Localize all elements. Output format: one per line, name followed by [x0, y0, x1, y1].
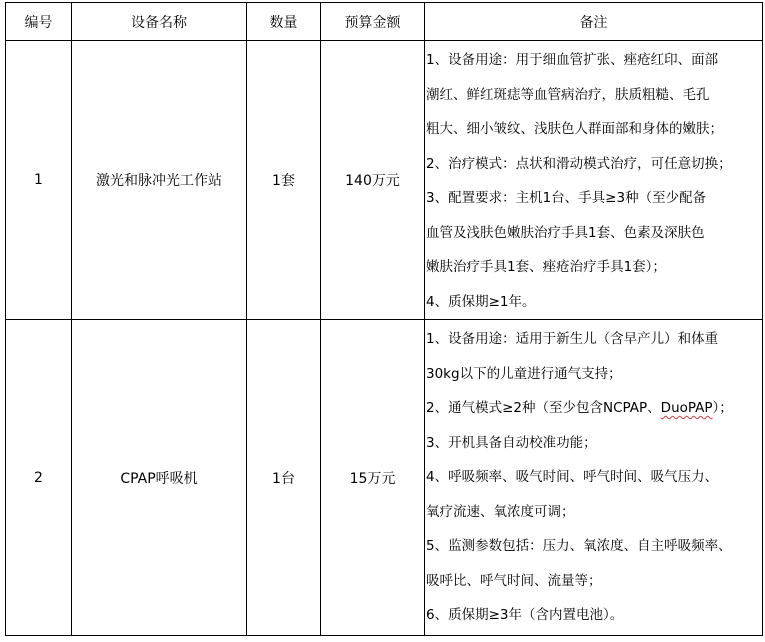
row-remarks — [425, 41, 763, 320]
table-row — [6, 41, 763, 320]
header-remarks: 备注 — [425, 3, 763, 41]
header-no: 编号 — [6, 3, 72, 41]
remark-line: 吸呼比、呼气时间、流量等； — [426, 572, 602, 589]
remark-line: 4、质保期≥1年。 — [426, 293, 536, 310]
row-equipment-name: 激光和脉冲光工作站 — [72, 41, 247, 320]
row-remarks — [425, 320, 763, 636]
remark-line: 嫩肤治疗手具1套、痤疮治疗手具1套）； — [426, 259, 666, 275]
remark-line: 血管及浅肤色嫩肤治疗手具1套、色素及深肤色 — [426, 224, 705, 241]
spellcheck-underline: DuoPAP — [660, 400, 713, 416]
row-no: 1 — [6, 41, 72, 320]
row-no: 2 — [6, 320, 72, 636]
remark-line: 潮红、鲜红斑痣等血管病治疗，肤质粗糙、毛孔 — [426, 86, 710, 103]
remark-line: 1、设备用途：用于细血管扩张、痤疮红印、面部 — [426, 52, 719, 68]
remark-line: 30kg以下的儿童进行通气支持； — [426, 365, 622, 382]
row-equipment-name: CPAP呼吸机 — [72, 320, 247, 636]
remark-line: 3、配置要求：主机1台、手具≥3种（至少配备 — [426, 190, 707, 206]
remark-line: 粗大、细小皱纹、浅肤色人群面部和身体的嫩肤； — [426, 121, 723, 137]
header-name: 设备名称 — [72, 3, 247, 41]
remark-line: 1、设备用途：适用于新生儿（含早产儿）和体重 — [426, 331, 719, 347]
equipment-table — [5, 2, 763, 636]
header-row — [6, 3, 763, 41]
remark-line: 3、开机具备自动校准功能； — [426, 434, 597, 451]
row-budget: 140万元 — [321, 41, 425, 320]
row-quantity: 1套 — [247, 41, 321, 320]
remark-line: 5、监测参数包括：压力、氧浓度、自主呼吸频率、 — [426, 538, 732, 554]
remark-line: 4、呼吸频率、吸气时间、呼气时间、吸气压力、 — [426, 469, 719, 485]
header-qty: 数量 — [247, 3, 321, 41]
header-budget: 预算金额 — [321, 3, 425, 41]
remark-line: 氧疗流速、氧浓度可调； — [426, 503, 575, 520]
row-budget: 15万元 — [321, 320, 425, 636]
remark-line: 2、治疗模式：点状和滑动模式治疗，可任意切换； — [426, 155, 732, 172]
remark-line: 6、质保期≥3年（含内置电池）。 — [426, 607, 624, 623]
table-row — [6, 320, 763, 636]
row-quantity: 1台 — [247, 320, 321, 636]
remark-line: 2、通气模式≥2种（至少包含NCPAP、DuoPAP）； — [426, 400, 733, 416]
